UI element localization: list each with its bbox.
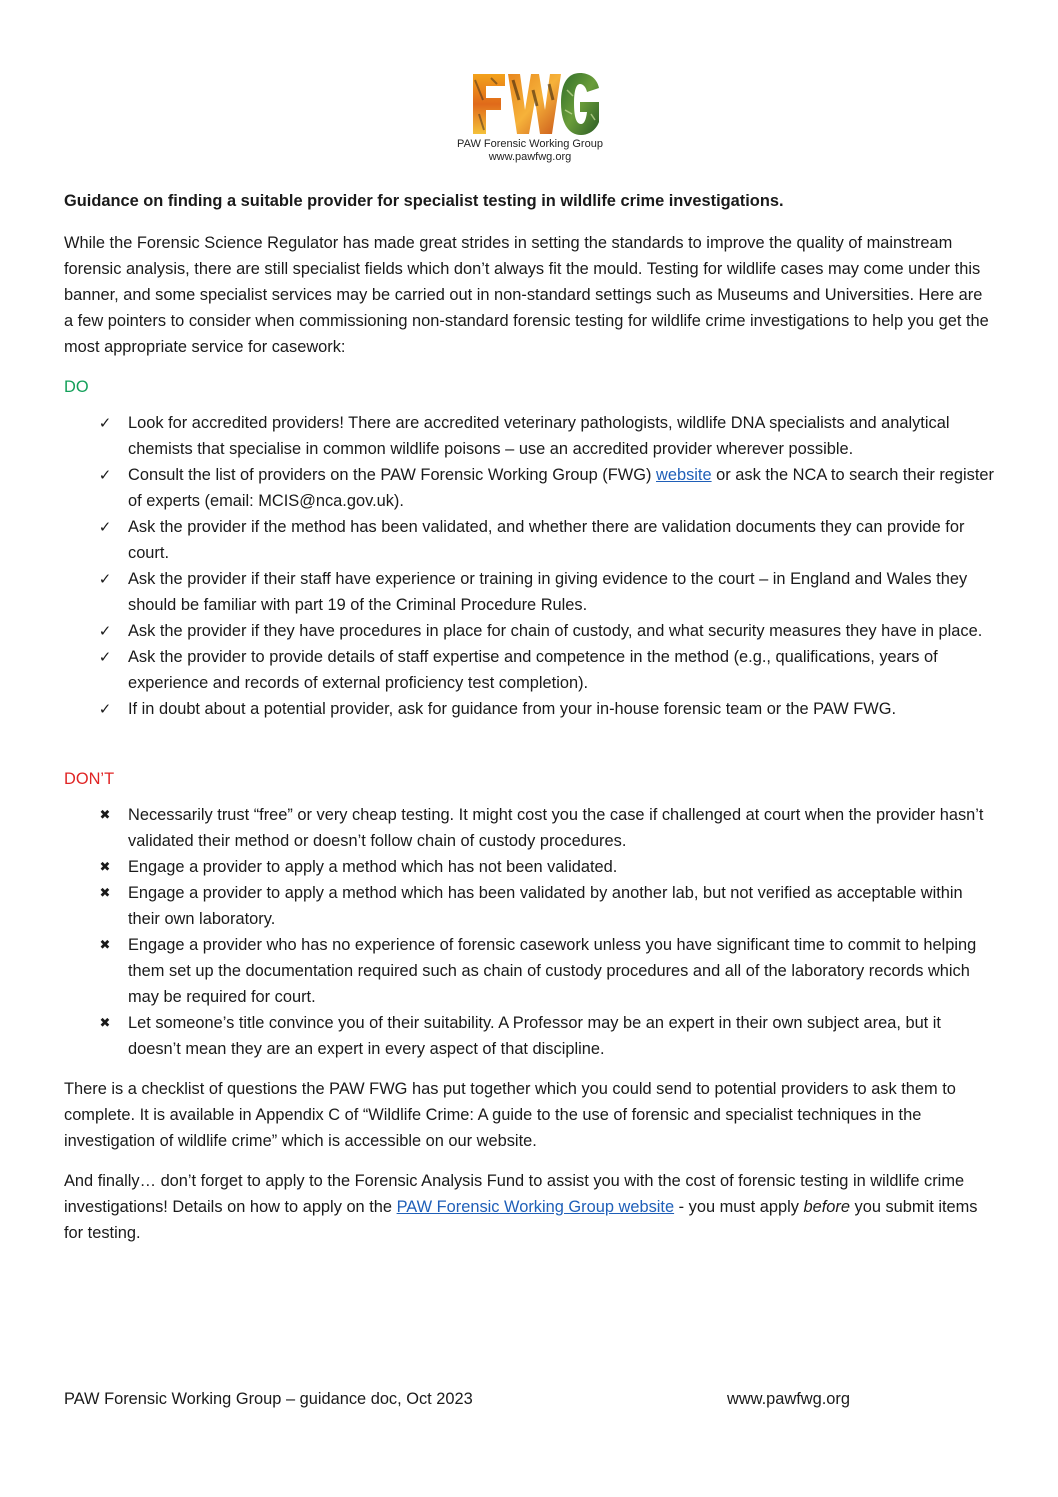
document-heading: Guidance on finding a suitable provider for specialist testing in wildlife crime investigations. bbox=[64, 192, 784, 210]
finally-text: And finally… don’t forget to apply to the Forensic Analysis Fund to assist you with the cost of forensic testing in wildlife crime investigations! Details on how to apply on the bbox=[64, 1172, 965, 1216]
cross-icon: ✖ bbox=[99, 886, 111, 901]
website-link[interactable]: website bbox=[656, 466, 712, 484]
list-item bbox=[64, 462, 994, 514]
list-item-text: Ask the provider if they have procedures in place for chain of custody, and what security measures they have in place. bbox=[128, 622, 983, 640]
list-item bbox=[64, 1010, 994, 1062]
cross-icon: ✖ bbox=[99, 1016, 111, 1031]
intro-paragraph: While the Forensic Science Regulator has made great strides in setting the standards to improve the quality of mainstream forensic analysis, there are still specialist fields which don’t always fit the mould. Testing for wildlife cases may come under this banner, and some specialist services may be carried out in non-standard settings such as Museums and Universities. Here are a few pointers to consider when commissioning non-standard forensic testing for wildlife crime investigations to help you get the most appropriate service for casework: bbox=[64, 234, 989, 356]
list-item bbox=[64, 802, 994, 854]
list-item bbox=[64, 880, 994, 932]
fwg-logo-letters bbox=[453, 70, 608, 138]
cross-icon: ✖ bbox=[99, 860, 111, 875]
do-section-title: DO bbox=[64, 378, 89, 396]
footer-url: www.pawfwg.org bbox=[727, 1390, 850, 1408]
fwg-logo bbox=[440, 70, 620, 170]
list-item bbox=[64, 644, 994, 696]
paw-fwg-website-link[interactable]: PAW Forensic Working Group website bbox=[396, 1198, 675, 1216]
do-list bbox=[64, 410, 994, 722]
list-item-text: or ask the NCA to search their register of experts (email: MCIS@nca.gov.uk). bbox=[128, 466, 994, 510]
cross-icon: ✖ bbox=[99, 938, 111, 953]
document-body bbox=[64, 188, 994, 1260]
check-icon: ✓ bbox=[98, 570, 112, 588]
check-icon: ✓ bbox=[98, 700, 112, 718]
list-item-text: Necessarily trust “free” or very cheap testing. It might cost you the case if challenged at court when the provider hasn’t validated their method or doesn’t follow chain of custody procedures. bbox=[128, 806, 984, 850]
dont-section-title: DON’T bbox=[64, 770, 115, 788]
list-item-text: Engage a provider to apply a method which has not been validated. bbox=[128, 858, 618, 876]
cross-icon: ✖ bbox=[99, 808, 111, 823]
dont-list bbox=[64, 802, 994, 1062]
logo-url: www.pawfwg.org bbox=[488, 151, 572, 163]
finally-text: - you must apply bbox=[674, 1198, 804, 1216]
check-icon: ✓ bbox=[98, 622, 112, 640]
list-item-text: Consult the list of providers on the PAW Forensic Working Group (FWG) bbox=[128, 466, 657, 484]
finally-paragraph bbox=[64, 1168, 994, 1246]
list-item bbox=[64, 618, 994, 644]
logo-org-name: PAW Forensic Working Group bbox=[457, 138, 603, 150]
list-item bbox=[64, 854, 994, 880]
list-item bbox=[64, 932, 994, 1010]
list-item-text: Engage a provider to apply a method which has been validated by another lab, but not verified as acceptable within their own laboratory. bbox=[128, 884, 963, 928]
list-item bbox=[64, 410, 994, 462]
list-item-text: Engage a provider who has no experience of forensic casework unless you have significant time to commit to helping them set up the documentation required such as chain of custody procedures and all of the laboratory records which may be required for court. bbox=[128, 936, 977, 1006]
check-icon: ✓ bbox=[98, 648, 112, 666]
list-item bbox=[64, 514, 994, 566]
list-item-text: Ask the provider if their staff have experience or training in giving evidence to the court – in England and Wales they should be familiar with part 19 of the Criminal Procedure Rules. bbox=[128, 570, 968, 614]
check-icon: ✓ bbox=[98, 466, 112, 484]
check-icon: ✓ bbox=[98, 518, 112, 536]
finally-text: you submit items for testing. bbox=[64, 1198, 978, 1242]
list-item-text: Look for accredited providers! There are accredited veterinary pathologists, wildlife DNA specialists and analytical chemists that specialise in common wildlife poisons – use an accredited provider wherever possible. bbox=[128, 414, 950, 458]
finally-emphasis: before bbox=[803, 1198, 850, 1216]
list-item-text: Ask the provider to provide details of staff expertise and competence in the method (e.g., qualifications, years of experience and records of external proficiency test completion). bbox=[128, 648, 938, 692]
check-icon: ✓ bbox=[98, 414, 112, 432]
list-item bbox=[64, 696, 994, 722]
list-item-text: If in doubt about a potential provider, ask for guidance from your in-house forensic team or the PAW FWG. bbox=[128, 700, 897, 718]
footer-doc-info: PAW Forensic Working Group – guidance doc, Oct 2023 bbox=[64, 1390, 473, 1408]
list-item-text: Ask the provider if the method has been validated, and whether there are validation documents they can provide for court. bbox=[128, 518, 965, 562]
list-item bbox=[64, 566, 994, 618]
checklist-paragraph: There is a checklist of questions the PAW FWG has put together which you could send to potential providers to ask them to complete. It is available in Appendix C of “Wildlife Crime: A guide to the use of forensic and specialist techniques in the investigation of wildlife crime” which is accessible on our website. bbox=[64, 1080, 956, 1150]
list-item-text: Let someone’s title convince you of their suitability. A Professor may be an expert in their own subject area, but it doesn’t mean they are an expert in every aspect of that discipline. bbox=[128, 1014, 941, 1058]
